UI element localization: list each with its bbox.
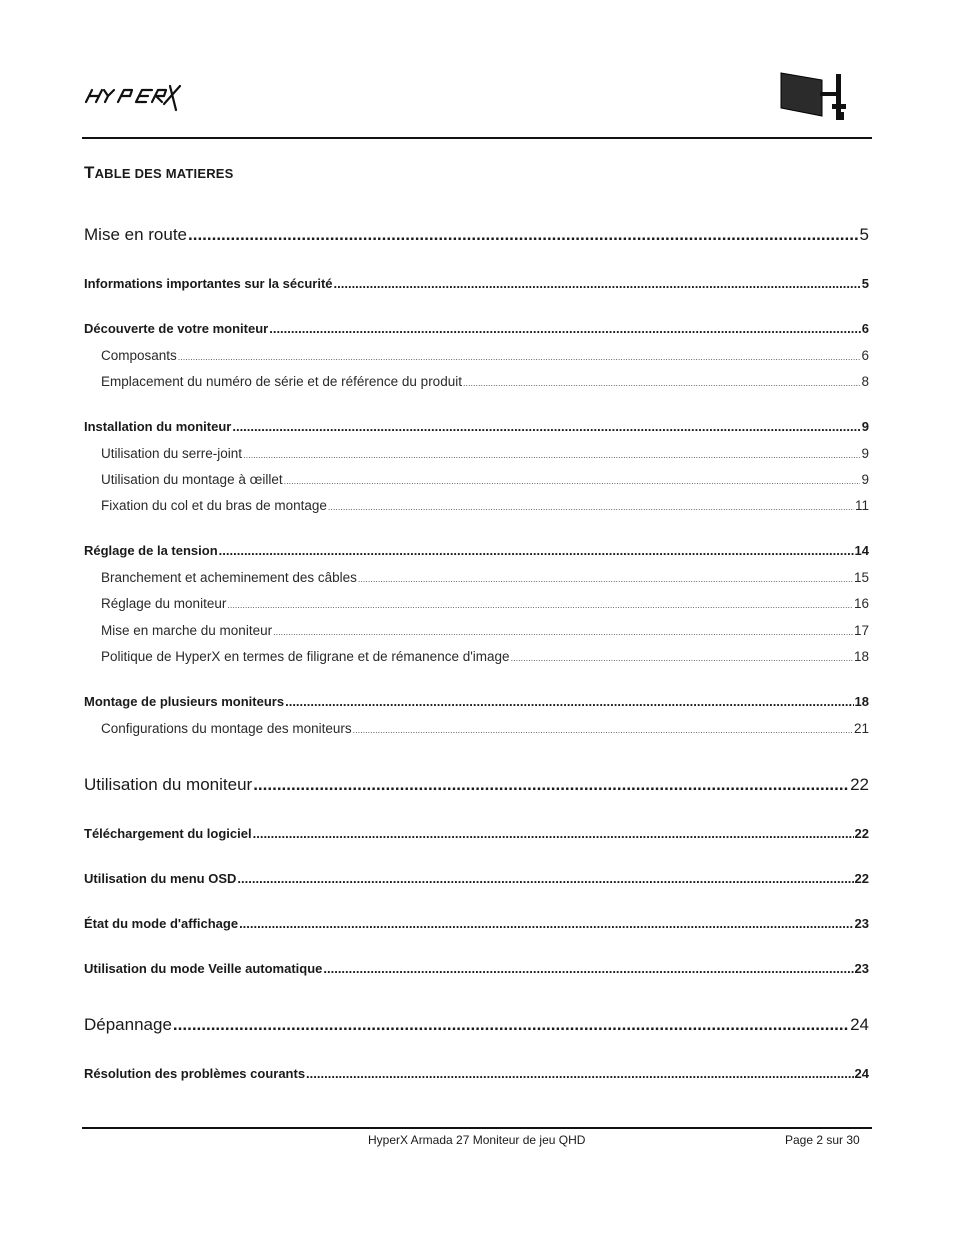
- dot-leader: [269, 321, 861, 336]
- header-rule: [82, 137, 872, 139]
- toc-entry-label: Montage de plusieurs moniteurs: [84, 694, 285, 709]
- toc-entry-label: Dépannage: [84, 1015, 172, 1034]
- dot-leader: [463, 378, 861, 388]
- dot-leader: [232, 419, 860, 434]
- toc-entry-label: Politique de HyperX en termes de filigrane et de rémanence d'image: [101, 649, 510, 664]
- toc-entry-etat-mode-affichage[interactable]: [84, 916, 869, 931]
- toc-entry-label: Utilisation du moniteur: [84, 775, 253, 794]
- toc-entry-reglage-tension[interactable]: [84, 543, 869, 558]
- toc-entry-label: Configurations du montage des moniteurs: [101, 721, 352, 736]
- monitor-arm-product-image: [778, 70, 854, 124]
- toc-entry-resolution-problemes[interactable]: [84, 1066, 869, 1081]
- toc-entry-page: 14: [854, 543, 869, 558]
- dot-leader: [243, 450, 860, 460]
- toc-entry-informations-securite[interactable]: [84, 276, 869, 291]
- toc-entry-mode-veille[interactable]: [84, 961, 869, 976]
- toc-entry-composants[interactable]: [101, 348, 869, 363]
- toc-entry-page: 23: [854, 916, 869, 931]
- toc-entry-decouverte-moniteur[interactable]: [84, 321, 869, 336]
- toc-entry-label: Branchement et acheminement des câbles: [101, 570, 357, 585]
- toc-entry-page: 24: [850, 1015, 869, 1034]
- toc-entry-page: 11: [854, 498, 869, 513]
- toc-entry-label: Découverte de votre moniteur: [84, 321, 269, 336]
- toc-entry-page: 8: [861, 374, 869, 389]
- toc-entry-label: Utilisation du serre-joint: [101, 446, 243, 461]
- toc-entry-page: 9: [861, 446, 869, 461]
- toc-entry-page: 6: [861, 348, 869, 363]
- toc-entry-label: Réglage de la tension: [84, 543, 218, 558]
- toc-entry-label: Emplacement du numéro de série et de référence du produit: [101, 374, 462, 389]
- toc-heading: [84, 163, 234, 183]
- footer-document-title: HyperX Armada 27 Moniteur de jeu QHD: [368, 1133, 586, 1147]
- toc-entry-page: 16: [853, 596, 869, 611]
- toc-heading-rest: ABLE DES MATIERES: [94, 166, 234, 181]
- toc-entry-label: Utilisation du mode Veille automatique: [84, 961, 323, 976]
- hyperx-logo: [84, 80, 184, 112]
- toc-entry-label: Mise en route: [84, 225, 187, 244]
- dot-leader: [253, 775, 849, 795]
- toc-entry-page: 22: [854, 826, 869, 841]
- dot-leader: [227, 600, 853, 610]
- toc-entry-label: Téléchargement du logiciel: [84, 826, 252, 841]
- dot-leader: [306, 1066, 853, 1081]
- dot-leader: [353, 725, 853, 735]
- footer-page-number: Page 2 sur 30: [785, 1133, 860, 1147]
- toc-entry-emplacement-numero-serie[interactable]: [101, 374, 869, 389]
- dot-leader: [237, 871, 853, 886]
- toc-entry-label: Résolution des problèmes courants: [84, 1066, 306, 1081]
- toc-entry-page: 18: [854, 694, 869, 709]
- toc-entry-page: 9: [861, 472, 869, 487]
- toc-entry-page: 18: [853, 649, 869, 664]
- toc-entry-page: 5: [859, 225, 869, 244]
- toc-entry-page: 15: [853, 570, 869, 585]
- dot-leader: [253, 826, 854, 841]
- toc-entry-installation-moniteur[interactable]: [84, 419, 869, 434]
- toc-entry-label: Réglage du moniteur: [101, 596, 227, 611]
- toc-entry-page: 6: [861, 321, 869, 336]
- toc-entry-label: Installation du moniteur: [84, 419, 232, 434]
- footer-rule: [82, 1127, 872, 1129]
- toc-entry-page: 22: [850, 775, 869, 794]
- toc-entry-page: 23: [854, 961, 869, 976]
- dot-leader: [284, 476, 861, 486]
- dot-leader: [511, 653, 853, 663]
- toc-entry-label: État du mode d'affichage: [84, 916, 239, 931]
- toc-entry-page: 5: [861, 276, 869, 291]
- toc-entry-page: 9: [861, 419, 869, 434]
- toc-entry-politique-filigrane[interactable]: [101, 649, 869, 664]
- toc-entry-montage-plusieurs[interactable]: [84, 694, 869, 709]
- toc-entry-page: 24: [854, 1066, 869, 1081]
- dot-leader: [178, 352, 861, 362]
- toc-entry-label: Fixation du col et du bras de montage: [101, 498, 327, 513]
- dot-leader: [323, 961, 853, 976]
- toc-entry-mise-en-marche[interactable]: [101, 623, 869, 638]
- toc-heading-initial: T: [84, 163, 95, 182]
- dot-leader: [219, 543, 854, 558]
- toc-entry-montage-oeillet[interactable]: [101, 472, 869, 487]
- toc-entry-label: Composants: [101, 348, 177, 363]
- dot-leader: [285, 694, 853, 709]
- toc-entry-menu-osd[interactable]: [84, 871, 869, 886]
- toc-entry-page: 22: [854, 871, 869, 886]
- toc-entry-utilisation-moniteur[interactable]: [84, 775, 869, 795]
- toc-entry-reglage-moniteur[interactable]: [101, 596, 869, 611]
- dot-leader: [334, 276, 861, 291]
- dot-leader: [273, 627, 853, 637]
- toc-entry-configurations-montage[interactable]: [101, 721, 869, 736]
- toc-entry-page: 17: [853, 623, 869, 638]
- dot-leader: [358, 574, 853, 584]
- dot-leader: [188, 225, 859, 245]
- toc-entry-label: Informations importantes sur la sécurité: [84, 276, 333, 291]
- toc-entry-depannage[interactable]: [84, 1015, 869, 1035]
- toc-entry-telechargement-logiciel[interactable]: [84, 826, 869, 841]
- dot-leader: [239, 916, 853, 931]
- dot-leader: [328, 502, 854, 512]
- toc-entry-fixation-col-bras[interactable]: [101, 498, 869, 513]
- toc-entry-label: Mise en marche du moniteur: [101, 623, 273, 638]
- toc-entry-mise-en-route[interactable]: [84, 225, 869, 245]
- toc-entry-page: 21: [853, 721, 869, 736]
- dot-leader: [173, 1015, 849, 1035]
- toc-entry-label: Utilisation du menu OSD: [84, 871, 237, 886]
- toc-entry-serre-joint[interactable]: [101, 446, 869, 461]
- toc-entry-label: Utilisation du montage à œillet: [101, 472, 283, 487]
- toc-entry-branchement-cables[interactable]: [101, 570, 869, 585]
